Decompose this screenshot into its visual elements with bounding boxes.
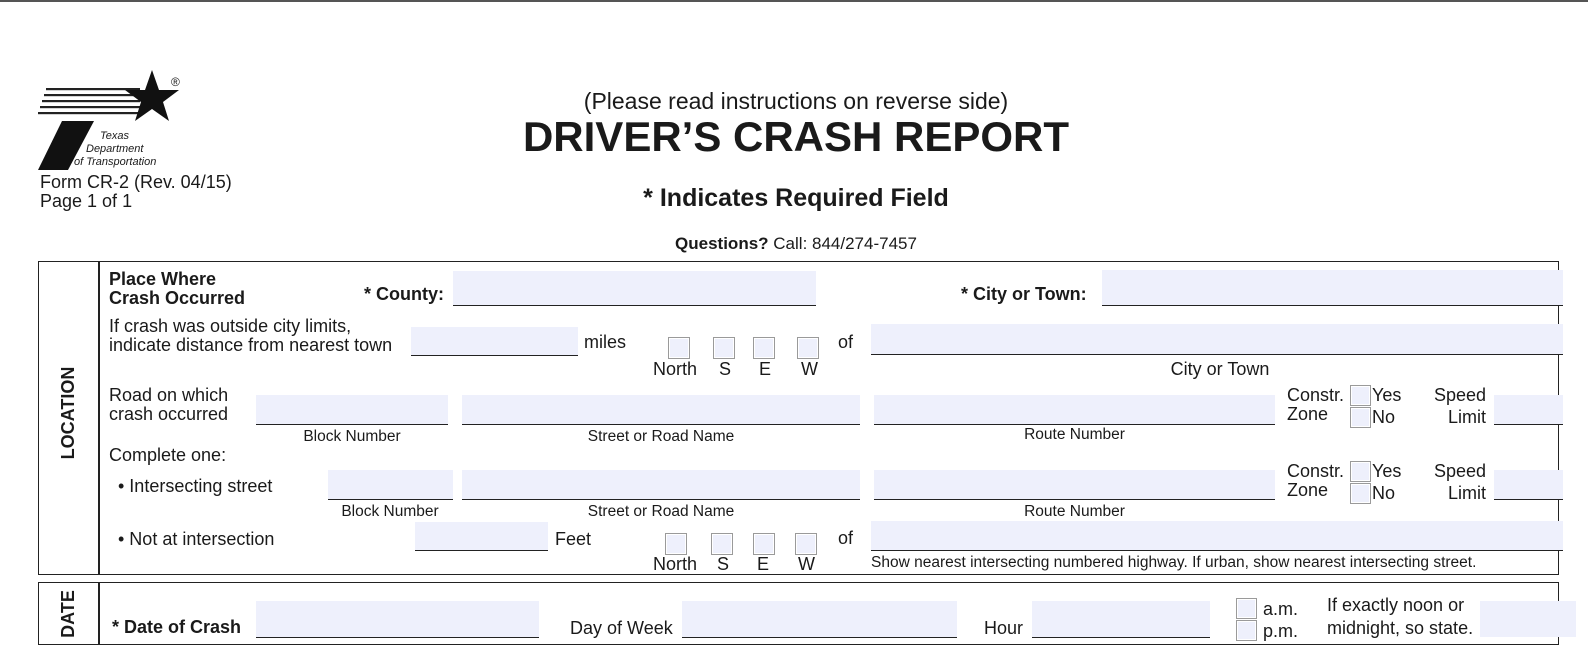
page-info: Page 1 of 1 xyxy=(40,191,133,211)
form-number: Form CR-2 (Rev. 04/15) xyxy=(40,172,232,192)
road-street-name-caption: Street or Road Name xyxy=(587,428,735,445)
intersecting-constr-label-line1: Constr. xyxy=(1287,461,1345,481)
date-divider xyxy=(98,582,100,645)
feet-south-checkbox[interactable] xyxy=(711,533,733,555)
road-constr-yes-label: Yes xyxy=(1372,385,1402,405)
speed-limit-label-line2: Limit xyxy=(1448,407,1487,427)
road-label-line2: crash occurred xyxy=(109,404,229,424)
questions-phone: Call: 844/274-7457 xyxy=(773,234,917,253)
registered-mark: ® xyxy=(171,75,180,89)
road-constr-yes-checkbox[interactable] xyxy=(1350,385,1371,406)
noon-note-line2: midnight, so state. xyxy=(1327,618,1474,638)
am-label: a.m. xyxy=(1263,599,1299,619)
road-route-number-caption: Route Number xyxy=(1024,426,1125,443)
place-label-line1: Place Where xyxy=(109,269,217,289)
top-border xyxy=(0,0,1588,2)
logo-text-line1: Texas xyxy=(100,130,129,142)
day-of-week-label: Day of Week xyxy=(570,618,673,638)
county-label: * County: xyxy=(364,284,444,304)
page-title: DRIVER’S CRASH REPORT xyxy=(522,113,1070,160)
constr-zone-label-line1: Constr. xyxy=(1287,385,1345,405)
intersecting-street-label: • Intersecting street xyxy=(118,476,273,496)
questions-line xyxy=(450,234,1142,253)
feet-field[interactable] xyxy=(415,522,548,551)
road-block-number-caption: Block Number xyxy=(303,428,401,445)
date-of-crash-field[interactable] xyxy=(256,601,539,638)
direction-west-label: W xyxy=(801,359,818,379)
pm-label: p.m. xyxy=(1263,621,1299,641)
road-label-line1: Road on which xyxy=(109,385,229,405)
city-or-town-caption: City or Town xyxy=(1170,359,1270,379)
constr-zone-label-line2: Zone xyxy=(1287,404,1329,424)
hour-label: Hour xyxy=(984,618,1024,638)
intersecting-route-number-caption: Route Number xyxy=(1024,503,1125,520)
intersecting-street-name-field[interactable] xyxy=(462,470,860,500)
road-street-name-field[interactable] xyxy=(462,395,860,425)
intersecting-block-number-caption: Block Number xyxy=(341,503,439,520)
instructions-note: (Please read instructions on reverse side) xyxy=(583,88,1009,114)
of-label: of xyxy=(838,332,854,352)
speed-limit-label-line1: Speed xyxy=(1434,385,1487,405)
feet-direction-west-label: W xyxy=(798,554,815,574)
county-field[interactable] xyxy=(453,271,816,306)
intersecting-speed-label-line2: Limit xyxy=(1448,483,1487,503)
road-constr-no-label: No xyxy=(1372,407,1396,427)
intersecting-street-name-caption: Street or Road Name xyxy=(587,503,735,520)
logo-text-line3: of Transportation xyxy=(74,156,157,168)
questions-label: Questions? xyxy=(675,234,769,253)
feet-direction-south-label: S xyxy=(717,554,730,574)
road-constr-no-checkbox[interactable] xyxy=(1350,407,1371,428)
road-route-number-field[interactable] xyxy=(874,395,1275,425)
not-at-intersection-label: • Not at intersection xyxy=(118,529,275,549)
feet-of-label: of xyxy=(838,528,854,548)
feet-west-checkbox[interactable] xyxy=(795,533,817,555)
city-label: * City or Town: xyxy=(961,284,1087,304)
feet-direction-north-label: North xyxy=(653,554,698,574)
txdot-logo xyxy=(38,68,188,172)
logo-text-line2: Department xyxy=(86,143,144,155)
city-field[interactable] xyxy=(1102,270,1563,306)
feet-north-checkbox[interactable] xyxy=(665,533,687,555)
distance-field[interactable] xyxy=(411,327,578,356)
feet-east-checkbox[interactable] xyxy=(753,533,775,555)
distance-south-checkbox[interactable] xyxy=(713,337,735,359)
feet-label: Feet xyxy=(555,529,592,549)
miles-label: miles xyxy=(584,332,627,352)
intersecting-block-number-field[interactable] xyxy=(328,470,453,500)
location-section-label: LOCATION xyxy=(58,366,78,460)
date-section-label: DATE xyxy=(58,590,78,638)
road-block-number-field[interactable] xyxy=(256,395,448,425)
intersecting-constr-no-label: No xyxy=(1372,483,1396,503)
direction-east-label: E xyxy=(759,359,772,379)
distance-north-checkbox[interactable] xyxy=(668,337,690,359)
nearest-town-field[interactable] xyxy=(871,324,1563,355)
feet-direction-east-label: E xyxy=(757,554,770,574)
intersecting-constr-no-checkbox[interactable] xyxy=(1350,483,1371,504)
place-label-line2: Crash Occurred xyxy=(109,288,246,308)
direction-north-label: North xyxy=(653,359,698,379)
road-speed-limit-field[interactable] xyxy=(1494,395,1563,425)
intersecting-constr-yes-checkbox[interactable] xyxy=(1350,461,1371,482)
required-field-note: * Indicates Required Field xyxy=(643,184,949,212)
outside-city-line2: indicate distance from nearest town xyxy=(109,335,393,355)
intersecting-constr-yes-label: Yes xyxy=(1372,461,1402,481)
noon-note-line1: If exactly noon or xyxy=(1327,595,1465,615)
intersecting-route-number-field[interactable] xyxy=(874,470,1275,500)
intersecting-speed-limit-field[interactable] xyxy=(1494,470,1563,500)
nearest-highway-field[interactable] xyxy=(871,521,1563,551)
complete-one-label: Complete one: xyxy=(109,445,227,465)
noon-midnight-field[interactable] xyxy=(1480,601,1576,637)
nearest-highway-note: Show nearest intersecting numbered highway. If urban, show nearest intersecting street. xyxy=(871,554,1477,571)
location-divider xyxy=(98,261,100,575)
am-checkbox[interactable] xyxy=(1236,598,1257,619)
date-of-crash-label: * Date of Crash xyxy=(112,617,242,637)
intersecting-constr-label-line2: Zone xyxy=(1287,480,1329,500)
pm-checkbox[interactable] xyxy=(1236,620,1257,641)
direction-south-label: S xyxy=(719,359,732,379)
day-of-week-field[interactable] xyxy=(682,601,957,638)
distance-west-checkbox[interactable] xyxy=(797,337,819,359)
distance-east-checkbox[interactable] xyxy=(753,337,775,359)
outside-city-line1: If crash was outside city limits, xyxy=(109,316,352,336)
intersecting-speed-label-line1: Speed xyxy=(1434,461,1487,481)
hour-field[interactable] xyxy=(1032,601,1210,638)
